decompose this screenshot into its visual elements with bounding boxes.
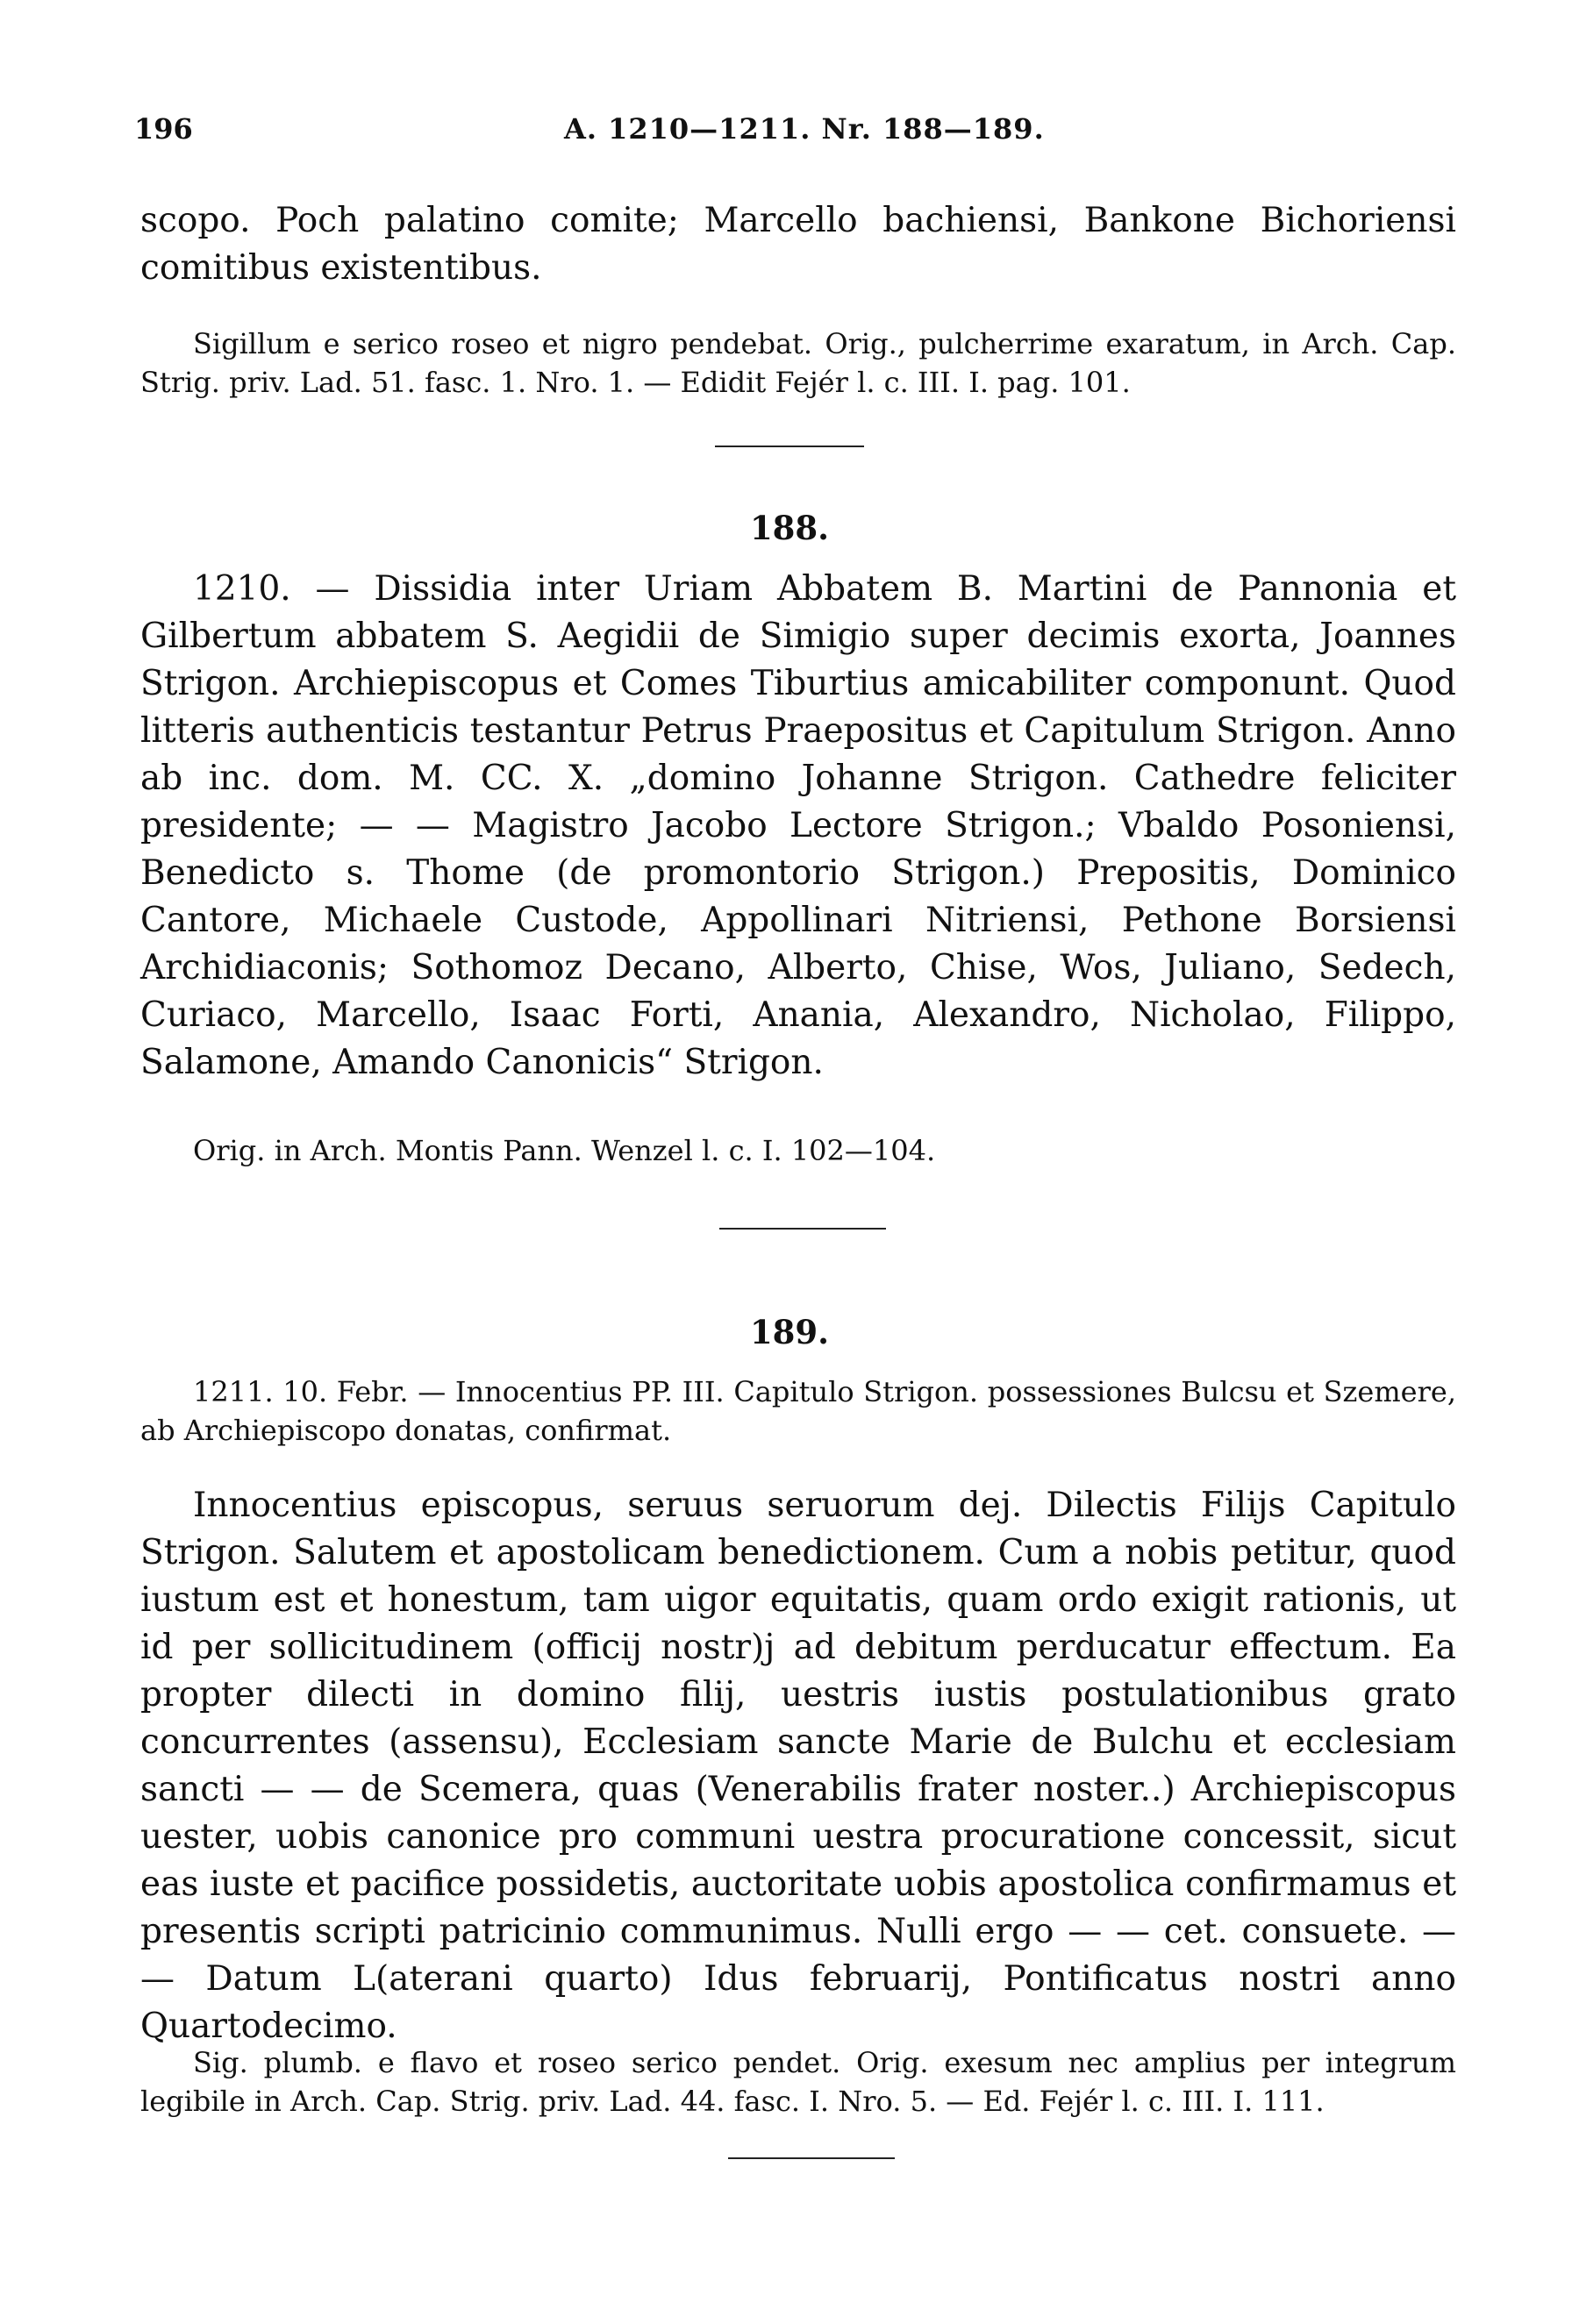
entry-189-note: Sig. plumb. e flavo et roseo serico pendet. Orig. exesum nec amplius per integrum legibile in Arch. Cap. Strig. priv. Lad. 44. fasc. I. Nro. 5. — Ed. Fejér l. c. III. I. 111.	[140, 2046, 1456, 2118]
prev-entry-text-block	[140, 197, 1456, 292]
entry-189-body-block	[140, 1482, 1456, 2050]
running-title: A. 1210—1211. Nr. 188—189.	[564, 112, 1045, 146]
entry-188-body-block	[140, 566, 1456, 1087]
prev-entry-note: Sigillum e serico roseo et nigro pendebat. Orig., pulcherrime exaratum, in Arch. Cap. Strig. priv. Lad. 51. fasc. 1. Nro. 1. — Edidit Fejér l. c. III. I. pag. 101.	[140, 327, 1456, 399]
separator-rule	[728, 2157, 895, 2159]
entry-188-body: 1210. — Dissidia inter Uriam Abbatem B. Martini de Pannonia et Gilbertum abbatem S. Aegidii de Simigio super decimis exorta, Joannes Strigon. Archiepiscopus et Comes Tiburtius amicabiliter componunt. Quod litteris authenticis testantur Petrus Praepositus et Capitulum Strigon. Anno ab inc. dom. M. CC. X. „domino Johanne Strigon. Cathedre feliciter presidente; — — Magistro Jacobo Lectore Strigon.; Vbaldo Posoniensi, Benedicto s. Thome (de promontorio Strigon.) Prepositis, Dominico Cantore, Michaele Custode, Appollinari Nitriensi, Pethone Borsiensi Archidiaconis; Sothomoz Decano, Alberto, Chise, Wos, Juliano, Sedech, Curiaco, Marcello, Isaac Forti, Anania, Alexandro, Nicholao, Filippo, Salamone, Amando Canonicis“ Strigon.	[140, 569, 1456, 1082]
entry-189-summary: 1211. 10. Febr. — Innocentius PP. III. Capitulo Strigon. possessiones Bulcsu et Szemere, ab Archiepiscopo donatas, confirmat.	[140, 1375, 1456, 1447]
entry-189-summary-block	[140, 1372, 1456, 1450]
page-header	[134, 112, 1433, 156]
separator-rule	[715, 446, 864, 447]
entry-188-note: Orig. in Arch. Montis Pann. Wenzel l. c. I. 102—104.	[193, 1134, 936, 1167]
prev-entry-text: scopo. Poch palatino comite; Marcello bachiensi, Bankone Bichoriensi comitibus existentibus.	[140, 201, 1456, 288]
entry-number-188: 188.	[749, 509, 830, 547]
entry-number-189: 189.	[749, 1313, 830, 1351]
entry-188-note-block	[140, 1131, 1456, 1170]
entry-189-body: Innocentius episcopus, seruus seruorum dej. Dilectis Filijs Capitulo Strigon. Salutem et apostolicam benedictionem. Cum a nobis petitur, quod iustum est et honestum, tam uigor equitatis, quam ordo exigit rationis, ut id per sollicitudinem (officij nostr)j ad debitum perducatur effectum. Ea propter dilecti in domino filij, uestris iustis postulationibus grato concurrentes (assensu), Ecclesiam sancte Marie de Bulchu et ecclesiam sancti — — de Scemera, quas (Venerabilis frater noster..) Archiepiscopus uester, uobis canonice pro communi uestra procuratione concessit, sicut eas iuste et pacifice possidetis, auctoritate uobis apostolica confirmamus et presentis scripti patricinio communimus. Nulli ergo — — cet. consuete. — — Datum L(aterani quarto) Idus februarij, Pontificatus nostri anno Quartodecimo.	[140, 1486, 1456, 2046]
entry-189-note-block	[140, 2043, 1456, 2121]
separator-rule	[719, 1228, 886, 1230]
page-number: 196	[134, 112, 193, 146]
prev-entry-note-block	[140, 324, 1456, 402]
